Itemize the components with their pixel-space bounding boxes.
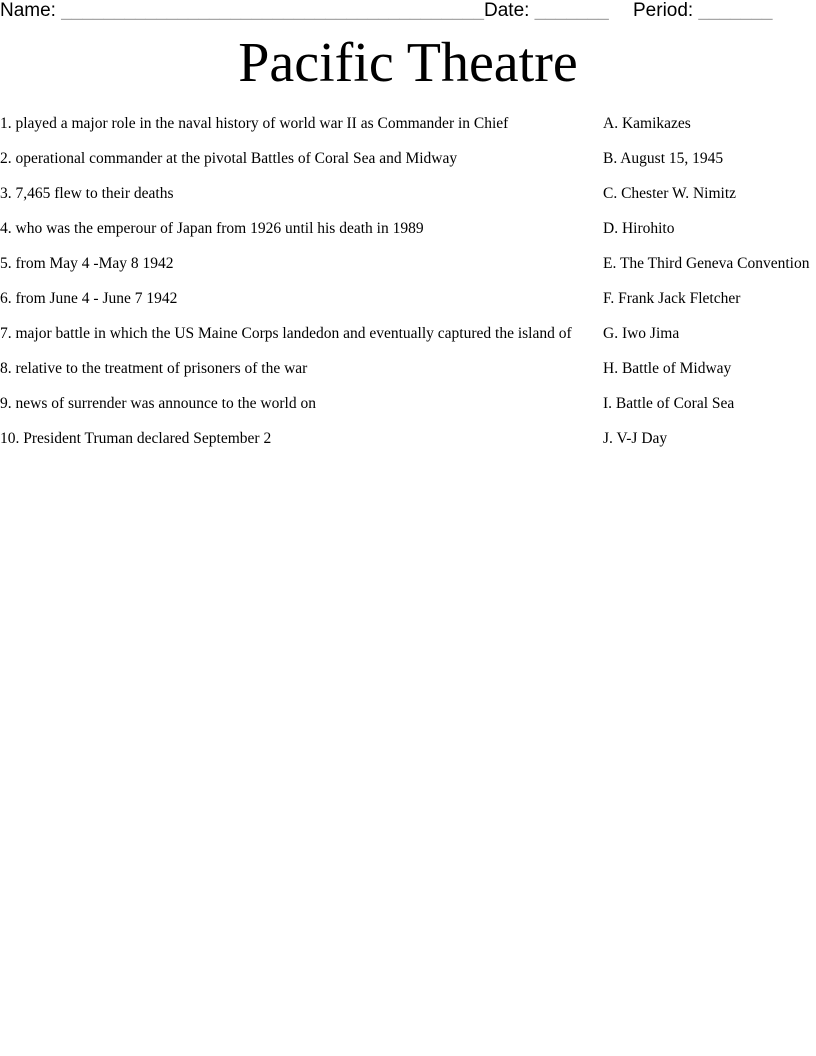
list-item (0, 148, 816, 169)
list-item (0, 183, 816, 204)
date-field[interactable] (484, 0, 609, 22)
answer-choice: J. V-J Day (603, 430, 668, 447)
question-text: 10. President Truman declared September 2 (0, 430, 272, 447)
list-item (0, 393, 816, 414)
question-text: 7. major battle in which the US Maine Corps landedon and eventually captured the island of (0, 325, 572, 342)
answer-choice: C. Chester W. Nimitz (603, 185, 737, 202)
list-item (0, 428, 816, 449)
question-text: 4. who was the emperour of Japan from 1926 until his death in 1989 (0, 220, 424, 237)
date-label: Date: (484, 0, 530, 21)
answer-choice: F. Frank Jack Fletcher (603, 290, 741, 307)
question-text: 6. from June 4 - June 7 1942 (0, 290, 178, 307)
question-text: 2. operational commander at the pivotal Battles of Coral Sea and Midway (0, 150, 458, 167)
question-text: 9. news of surrender was announce to the world on (0, 395, 316, 412)
question-text: 5. from May 4 -May 8 1942 (0, 255, 174, 272)
list-item (0, 358, 816, 379)
list-item (0, 253, 816, 274)
question-text: 1. played a major role in the naval history of world war II as Commander in Chief (0, 115, 509, 132)
list-item (0, 288, 816, 309)
period-blank[interactable]: _______ (698, 0, 773, 21)
period-field[interactable] (633, 0, 772, 22)
worksheet-header (0, 0, 816, 22)
answer-choice: A. Kamikazes (603, 115, 691, 132)
matching-list (0, 113, 816, 463)
answer-choice: E. The Third Geneva Convention (603, 255, 810, 272)
list-item (0, 218, 816, 239)
answer-choice: D. Hirohito (603, 220, 675, 237)
name-field[interactable] (0, 0, 484, 22)
question-text: 8. relative to the treatment of prisoners of the war (0, 360, 308, 377)
answer-choice: B. August 15, 1945 (603, 150, 724, 167)
list-item (0, 113, 816, 134)
name-blank[interactable]: ________________________________________ (61, 0, 484, 21)
period-label: Period: (633, 0, 694, 21)
date-blank[interactable]: _______ (534, 0, 609, 21)
name-label: Name: (0, 0, 56, 21)
answer-choice: G. Iwo Jima (603, 325, 680, 342)
answer-choice: I. Battle of Coral Sea (603, 395, 735, 412)
list-item (0, 323, 816, 344)
answer-choice: H. Battle of Midway (603, 360, 732, 377)
question-text: 3. 7,465 flew to their deaths (0, 185, 174, 202)
page-title: Pacific Theatre (238, 32, 578, 94)
